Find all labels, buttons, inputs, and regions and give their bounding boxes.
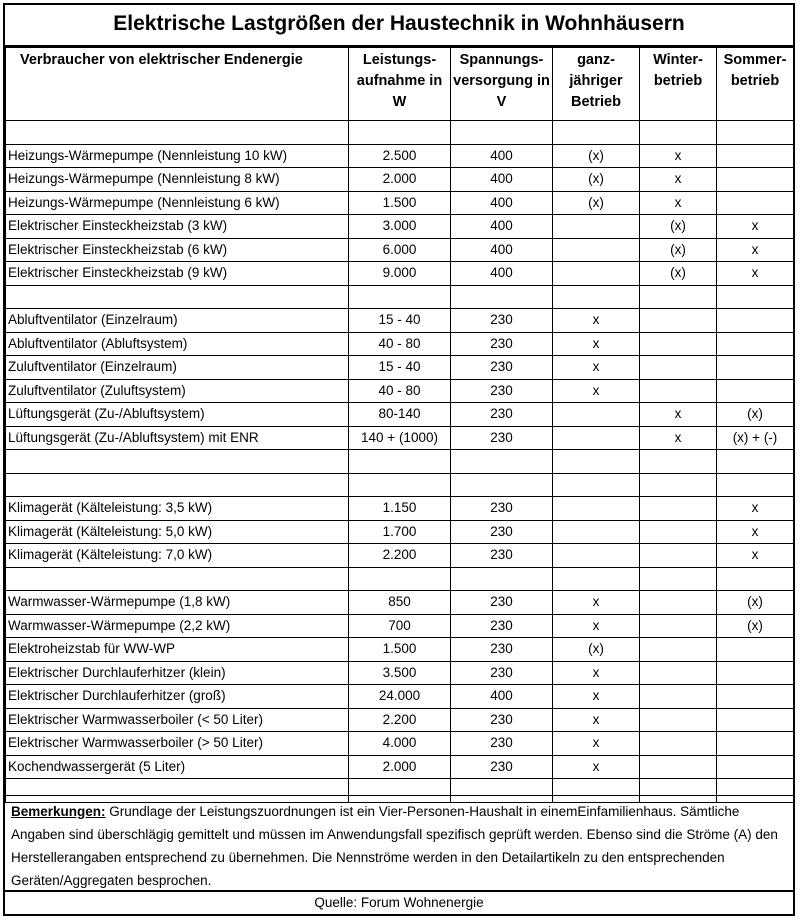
table-cell: 230 [451,379,553,403]
table-cell: 230 [451,356,553,380]
table-row [6,638,794,662]
table-cell: 15 - 40 [349,356,451,380]
empty-cell [553,121,640,145]
spacer-row [6,567,794,591]
table-cell: 230 [451,544,553,568]
table-cell [553,426,640,450]
table-cell [640,332,717,356]
empty-cell [640,567,717,591]
table-cell [640,520,717,544]
table-cell: 400 [451,685,553,709]
table-cell: 1.700 [349,520,451,544]
table-cell: x [717,544,794,568]
spacer-row [6,450,794,474]
table-row [6,144,794,168]
table-cell: 230 [451,497,553,521]
table-cell: x [717,497,794,521]
table-cell: 230 [451,732,553,756]
table-row [6,708,794,732]
table-cell: Heizungs-Wärmepumpe (Nennleistung 6 kW) [6,191,349,215]
table-cell: 230 [451,403,553,427]
table-cell [640,614,717,638]
table-row [6,238,794,262]
table-cell: x [717,262,794,286]
empty-cell [451,121,553,145]
empty-cell [6,450,349,474]
empty-cell [451,285,553,309]
table-cell [717,168,794,192]
table-row [6,614,794,638]
table-row [6,591,794,615]
table-cell: 230 [451,755,553,779]
empty-cell [553,285,640,309]
empty-cell [451,567,553,591]
table-cell [640,755,717,779]
empty-cell [349,285,451,309]
empty-cell [553,473,640,497]
table-cell: 4.000 [349,732,451,756]
remarks [5,795,793,891]
table-cell [717,638,794,662]
empty-cell [6,473,349,497]
table-cell: 230 [451,638,553,662]
empty-cell [640,473,717,497]
empty-cell [640,121,717,145]
table-cell: Zuluftventilator (Einzelraum) [6,356,349,380]
table-cell: 9.000 [349,262,451,286]
table-cell: 230 [451,591,553,615]
table-cell: (x) [717,591,794,615]
table-cell: 230 [451,309,553,333]
table-cell: x [553,356,640,380]
spacer-row [6,285,794,309]
table-cell [553,497,640,521]
table-cell: Abluftventilator (Einzelraum) [6,309,349,333]
table-cell: 140 + (1000) [349,426,451,450]
table-row [6,403,794,427]
table-cell [640,356,717,380]
empty-cell [6,567,349,591]
table-cell: Elektrischer Durchlauferhitzer (klein) [6,661,349,685]
spacer-row [6,121,794,145]
column-header: ganz- jähriger Betrieb [553,48,640,121]
table-cell: (x) [640,215,717,239]
table-cell: 1.500 [349,638,451,662]
table-cell: 1.500 [349,191,451,215]
table-cell: 2.200 [349,544,451,568]
column-header: Verbraucher von elektrischer Endenergie [6,48,349,121]
table-cell [640,708,717,732]
table-cell: x [717,520,794,544]
table-cell: 230 [451,708,553,732]
empty-cell [553,567,640,591]
table-cell [717,144,794,168]
empty-cell [553,450,640,474]
table-cell: (x) [640,238,717,262]
empty-cell [349,450,451,474]
table-cell: x [553,732,640,756]
table-cell [717,755,794,779]
table-cell: 40 - 80 [349,332,451,356]
table-header-row [6,48,794,121]
table-cell [553,262,640,286]
table-cell: Klimagerät (Kälteleistung: 5,0 kW) [6,520,349,544]
table-cell: 2.500 [349,144,451,168]
table-cell: Elektrischer Einsteckheizstab (6 kW) [6,238,349,262]
empty-cell [717,567,794,591]
table-cell: x [640,144,717,168]
table-cell [717,732,794,756]
empty-cell [451,450,553,474]
table-row [6,379,794,403]
table-cell: x [640,191,717,215]
spacer-row [6,473,794,497]
empty-cell [349,567,451,591]
table-cell: x [640,426,717,450]
table-cell: Elektrischer Einsteckheizstab (9 kW) [6,262,349,286]
table-cell [553,215,640,239]
table-cell: 400 [451,262,553,286]
remarks-label: Bemerkungen: [11,804,106,819]
source-note: Quelle: Forum Wohnenergie [5,890,793,914]
table-cell: 24.000 [349,685,451,709]
table-cell: 850 [349,591,451,615]
remarks-text: Grundlage der Leistungszuordnungen ist ein Vier-Personen-Haushalt in einemEinfamilienhaus. Sämtliche Angaben sind überschlägig gemittelt und müssen im Anwendungsfall spezifisch geprüft werden. Ebenso sind die Ströme (A) den Herstellerangaben entsprechend zu übernehmen. Die Nennströme werden in den Detailartikeln zu den entsprechenden Geräten/Aggregaten besprochen. [11,804,778,888]
empty-cell [717,450,794,474]
table-cell [640,497,717,521]
table-cell: x [553,614,640,638]
table-cell [640,544,717,568]
table-cell: x [553,685,640,709]
table-cell [640,661,717,685]
table-cell: Klimagerät (Kälteleistung: 3,5 kW) [6,497,349,521]
table-cell [717,191,794,215]
table-cell: (x) [717,403,794,427]
table-row [6,685,794,709]
table-cell: 2.000 [349,755,451,779]
table-cell [717,685,794,709]
table-cell: x [640,168,717,192]
table-cell [640,379,717,403]
table-cell: x [553,708,640,732]
table-cell: 400 [451,215,553,239]
table-cell: x [553,379,640,403]
table-cell: 6.000 [349,238,451,262]
table-row [6,262,794,286]
table-cell: Heizungs-Wärmepumpe (Nennleistung 10 kW) [6,144,349,168]
table-cell [640,591,717,615]
table-cell [640,732,717,756]
table-cell: Abluftventilator (Abluftsystem) [6,332,349,356]
column-header: Sommer- betrieb [717,48,794,121]
table-cell: Elektrischer Warmwasserboiler (> 50 Liter) [6,732,349,756]
table-row [6,332,794,356]
table-cell [553,238,640,262]
empty-cell [349,121,451,145]
table-cell: (x) [640,262,717,286]
table-cell: 230 [451,614,553,638]
table-cell: (x) [553,168,640,192]
table-cell: 230 [451,332,553,356]
empty-cell [349,473,451,497]
column-header: Winter- betrieb [640,48,717,121]
table-cell [717,356,794,380]
column-header: Leistungs- aufnahme in W [349,48,451,121]
table-row [6,356,794,380]
table-cell: x [717,215,794,239]
table-cell: 400 [451,191,553,215]
empty-cell [717,121,794,145]
table-cell: (x) [553,191,640,215]
table-cell [717,309,794,333]
table-cell: x [553,661,640,685]
table-cell: 2.200 [349,708,451,732]
table-row [6,191,794,215]
empty-cell [451,473,553,497]
table-cell: x [553,755,640,779]
column-header: Spannungs- versorgung in V [451,48,553,121]
table-cell: 230 [451,520,553,544]
table-cell: Warmwasser-Wärmepumpe (2,2 kW) [6,614,349,638]
table-row [6,520,794,544]
empty-cell [640,450,717,474]
table-cell: 40 - 80 [349,379,451,403]
table-cell: 400 [451,144,553,168]
table-cell [640,685,717,709]
table-cell: Heizungs-Wärmepumpe (Nennleistung 8 kW) [6,168,349,192]
table-cell: Elektroheizstab für WW-WP [6,638,349,662]
table-cell: x [553,332,640,356]
table-cell [640,309,717,333]
table-cell: 3.000 [349,215,451,239]
table-cell: Elektrischer Einsteckheizstab (3 kW) [6,215,349,239]
table-row [6,426,794,450]
table-cell [717,332,794,356]
table-cell: 3.500 [349,661,451,685]
table-row [6,497,794,521]
table-cell: x [553,591,640,615]
table-row [6,215,794,239]
table-cell: Lüftungsgerät (Zu-/Abluftsystem) mit ENR [6,426,349,450]
empty-cell [717,473,794,497]
table-row [6,168,794,192]
table-cell: (x) [553,638,640,662]
table-cell: (x) [553,144,640,168]
table-cell [553,520,640,544]
table-cell [717,708,794,732]
table-cell: Elektrischer Durchlauferhitzer (groß) [6,685,349,709]
table-cell: 400 [451,238,553,262]
table-cell: 230 [451,661,553,685]
table-cell [553,403,640,427]
empty-cell [6,121,349,145]
table-cell: Kochendwassergerät (5 Liter) [6,755,349,779]
table-row [6,309,794,333]
table-row [6,755,794,779]
page-title: Elektrische Lastgrößen der Haustechnik in Wohnhäusern [5,5,793,47]
table-cell [553,544,640,568]
table-cell: Klimagerät (Kälteleistung: 7,0 kW) [6,544,349,568]
empty-cell [717,285,794,309]
table-cell: 700 [349,614,451,638]
table-cell: Elektrischer Warmwasserboiler (< 50 Liter) [6,708,349,732]
load-table [5,47,794,803]
table-frame [3,3,795,916]
table-cell: x [717,238,794,262]
table-row [6,732,794,756]
table-cell: Lüftungsgerät (Zu-/Abluftsystem) [6,403,349,427]
table-cell: 230 [451,426,553,450]
table-cell: (x) [717,614,794,638]
table-cell: (x) + (-) [717,426,794,450]
empty-cell [6,285,349,309]
table-cell: Warmwasser-Wärmepumpe (1,8 kW) [6,591,349,615]
table-row [6,544,794,568]
table-cell: 400 [451,168,553,192]
table-cell: x [640,403,717,427]
table-cell: 1.150 [349,497,451,521]
table-row [6,661,794,685]
table-cell: Zuluftventilator (Zuluftsystem) [6,379,349,403]
table-cell: 2.000 [349,168,451,192]
table-cell: 15 - 40 [349,309,451,333]
table-cell: x [553,309,640,333]
table-cell: 80-140 [349,403,451,427]
table-cell [717,661,794,685]
table-cell [640,638,717,662]
empty-cell [640,285,717,309]
table-cell [717,379,794,403]
